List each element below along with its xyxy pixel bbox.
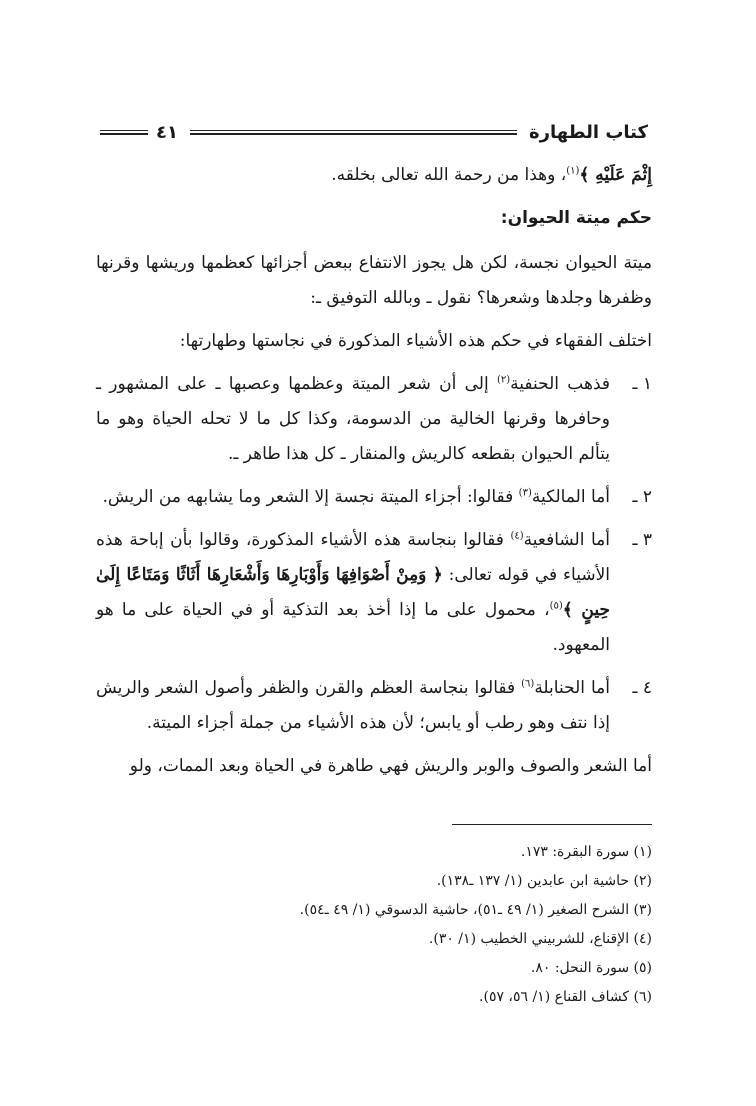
list-number: ٢ ـ — [632, 487, 652, 507]
section-heading: حكم ميتة الحيوان: — [500, 208, 652, 228]
list-item-hanbali — [96, 671, 652, 741]
list-item-text — [96, 480, 610, 515]
footnote: (٥) سورة النحل: ٨٠. — [530, 960, 652, 976]
footnote-ref: (٢) — [496, 374, 511, 386]
list-item-text — [96, 523, 610, 663]
list-item-shafii — [96, 523, 652, 663]
footnote-ref: (١) — [566, 165, 580, 177]
list-item-lead: أما الشافعية — [523, 530, 611, 550]
running-header — [100, 120, 648, 144]
paragraph-verse-end — [96, 158, 652, 193]
paragraph-intro: ميتة الحيوان نجسة، لكن هل يجوز الانتفاع ببعض أجزائها كعظمها وريشها وقرنها وظفرها وجلدها وشعرها؟ نقول ـ وبالله التوفيق ـ: — [96, 253, 652, 308]
header-rule-short — [100, 130, 148, 135]
list-item-hanafi — [96, 367, 652, 472]
footnote: (٣) الشرح الصغير (١/ ٤٩ ـ٥١)، حاشية الدسوقي (١/ ٤٩ ـ٥٤). — [299, 902, 652, 918]
footnote: (٦) كشاف القناع (١/ ٥٦، ٥٧). — [479, 989, 652, 1005]
list-item-lead: فذهب الحنفية — [510, 374, 610, 394]
footnote-ref: (٦) — [521, 678, 535, 690]
list-item-lead: أما الحنابلة — [534, 678, 610, 698]
paragraph-disagreement: اختلف الفقهاء في حكم هذه الأشياء المذكورة في نجاستها وطهارتها: — [179, 331, 652, 351]
paragraph-text: ، وهذا من رحمة الله تعالى بخلقه. — [331, 165, 567, 185]
list-item-body: فقالوا بنجاسة هذه الأشياء المذكورة، وقالوا بأن إباحة هذه الأشياء في قوله تعالى: — [96, 530, 610, 585]
footnotes — [96, 838, 652, 1012]
list-item-body: إلى أن شعر الميتة وعظمها وعصبها ـ على المشهور ـ وحافرها وقرنها الخالية من الدسومة، وكذا كل ما لا تحله الحياة وهو ما يتألم الحيوان بقطعه كالريش والمنقار ـ كل هذا طاهر ـ. — [96, 374, 610, 464]
list-item-text — [96, 367, 610, 472]
footnote: (٢) حاشية ابن عابدين (١/ ١٣٧ ـ١٣٨). — [436, 873, 652, 889]
list-item-lead: أما المالكية — [531, 487, 610, 507]
list-item-text — [96, 671, 610, 741]
list-item-body: فقالوا بنجاسة العظم والقرن والظفر وأصول الشعر والريش إذا نتف وهو رطب أو يابس؛ لأن هذه الأشياء من جملة أجزاء الميتة. — [96, 678, 610, 733]
quran-verse: إِثْمَ عَلَيْهِ ﴾ — [579, 165, 652, 185]
footnote-separator — [452, 824, 652, 825]
chapter-title: كتاب الطهارة — [528, 121, 648, 143]
list-item-body: فقالوا: أجزاء الميتة نجسة إلا الشعر وما يشابهه من الريش. — [102, 487, 519, 507]
list-number: ١ ـ — [632, 374, 652, 394]
footnote-ref: (٥) — [549, 600, 563, 612]
main-text — [96, 158, 652, 792]
footnote-ref: (٤) — [510, 530, 524, 542]
footnote: (٤) الإقناع، للشربيني الخطيب (١/ ٣٠). — [428, 931, 652, 947]
header-rule — [190, 130, 517, 135]
list-number: ٣ ـ — [632, 530, 652, 550]
list-number: ٤ ـ — [632, 678, 652, 698]
paragraph-conclusion: أما الشعر والصوف والوبر والريش فهي طاهرة في الحياة وبعد الممات، ولو — [129, 756, 652, 776]
quran-verse: ﴿ وَمِنْ أَصْوَافِهَا وَأَوْبَارِهَا وَأَشْعَارِهَا أَثَاثًا وَمَتَاعًا إِلَىٰ حِينٍ ﴾ — [96, 565, 610, 620]
list-item-maliki — [96, 480, 652, 515]
footnote: (١) سورة البقرة: ١٧٣. — [520, 844, 652, 860]
list-item-body-end: ، محمول على ما إذا أخذ بعد التذكية أو في الحياة على ما هو المعهود. — [96, 600, 610, 655]
page-number: ٤١ — [156, 121, 178, 143]
footnote-ref: (٣) — [518, 487, 532, 499]
